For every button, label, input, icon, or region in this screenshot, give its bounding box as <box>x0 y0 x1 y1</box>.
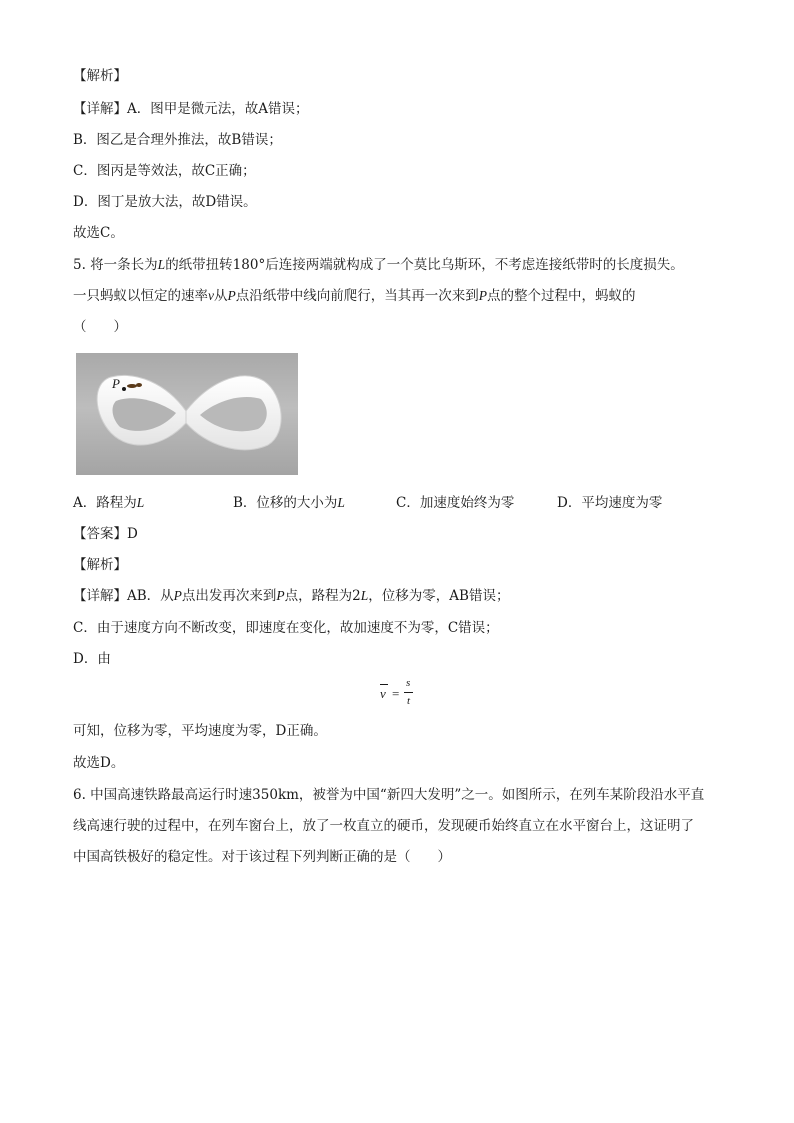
q5-stem-line-1 <box>73 256 684 274</box>
q5-detail-var-p: P <box>173 588 182 603</box>
q5-detail-var-l: L <box>360 588 369 603</box>
q5-option-a-var: L <box>136 495 145 510</box>
average-velocity-formula <box>378 677 438 717</box>
q5-stem-1b: 的纸带扭转180°后连接两端就构成了一个莫比乌斯环，不考虑连接纸带时的长度损失。 <box>165 257 684 273</box>
q6-stem-line-3: 中国高铁极好的稳定性。对于该过程下列判断正确的是（ ） <box>73 849 451 865</box>
formula-lhs: v <box>380 686 386 701</box>
q5-option-a <box>73 494 144 512</box>
q5-stem-2a: 一只蚂蚁以恒定的速率 <box>73 288 208 304</box>
q4-choice: 故选C。 <box>73 225 124 241</box>
q4-detail-a: 【详解】A．图甲是微元法，故A错误； <box>73 101 309 117</box>
q5-option-a-text: A．路程为 <box>73 495 137 511</box>
q5-stem-line-2 <box>73 287 636 305</box>
q4-analysis-heading: 【解析】 <box>73 68 127 84</box>
q6-stem-line-2: 线高速行驶的过程中，在列车窗台上，放了一枚直立的硬币，发现硬币始终直立在水平窗台上，这证明了 <box>73 818 694 834</box>
q5-detail-c: C．由于速度方向不断改变，即速度在变化，故加速度不为零，C错误； <box>73 620 499 636</box>
q4-detail-c: C．图丙是等效法，故C正确； <box>73 163 256 179</box>
q5-detail-ab <box>73 587 509 605</box>
q5-detail-var-p2: P <box>276 588 285 603</box>
q5-analysis-heading: 【解析】 <box>73 557 127 573</box>
q5-stem-var-p: P <box>227 288 236 303</box>
q5-stem-var-l: L <box>157 257 166 272</box>
q4-detail-b: B．图乙是合理外推法，故B错误； <box>73 132 282 148</box>
q5-conclusion: 可知，位移为零，平均速度为零，D正确。 <box>73 723 327 739</box>
q5-option-b-var: L <box>337 495 345 510</box>
q6-stem-line-1: 6. 中国高速铁路最高运行时速350km，被誉为中国“新四大发明”之一。如图所示，在列车某阶段沿水平直 <box>73 787 705 803</box>
formula-numerator: s <box>406 677 411 689</box>
q5-option-b-text: B．位移的大小为 <box>233 495 338 511</box>
q5-detail-1b: 点出发再次来到 <box>181 588 277 604</box>
formula-overline <box>380 684 388 685</box>
q5-stem-2c: 点沿纸带中线向前爬行，当其再一次来到 <box>235 288 479 304</box>
q5-detail-1c: 点，路程为2 <box>284 588 361 604</box>
mobius-strip-illustration <box>76 353 298 475</box>
q5-detail-1a: 【详解】AB．从 <box>73 588 174 604</box>
q5-detail-d: D．由 <box>73 651 111 667</box>
q5-option-b <box>233 494 345 512</box>
q5-option-d: D．平均速度为零 <box>557 495 663 511</box>
q5-choice: 故选D。 <box>73 755 125 771</box>
q5-option-c: C．加速度始终为零 <box>396 495 515 511</box>
q5-stem-2b: 从 <box>214 288 228 304</box>
q5-stem-2d: 点的整个过程中，蚂蚁的 <box>487 288 636 304</box>
q5-stem-var-v: v <box>208 288 214 303</box>
q5-stem-blank: （ ） <box>73 319 127 335</box>
q5-stem-var-p2: P <box>478 288 487 303</box>
q5-stem-1a: 5. 将一条长为 <box>73 257 158 273</box>
figure-point-p-label: P <box>112 376 120 391</box>
q5-answer: 【答案】D <box>73 526 138 542</box>
mobius-strip-figure <box>76 353 298 475</box>
formula-denominator: t <box>407 695 411 707</box>
formula-equals: = <box>392 686 400 701</box>
q5-detail-1d: ，位移为零，AB错误； <box>368 588 510 604</box>
formula-fraction-bar <box>404 692 413 693</box>
q4-detail-d: D．图丁是放大法，故D错误。 <box>73 194 257 210</box>
